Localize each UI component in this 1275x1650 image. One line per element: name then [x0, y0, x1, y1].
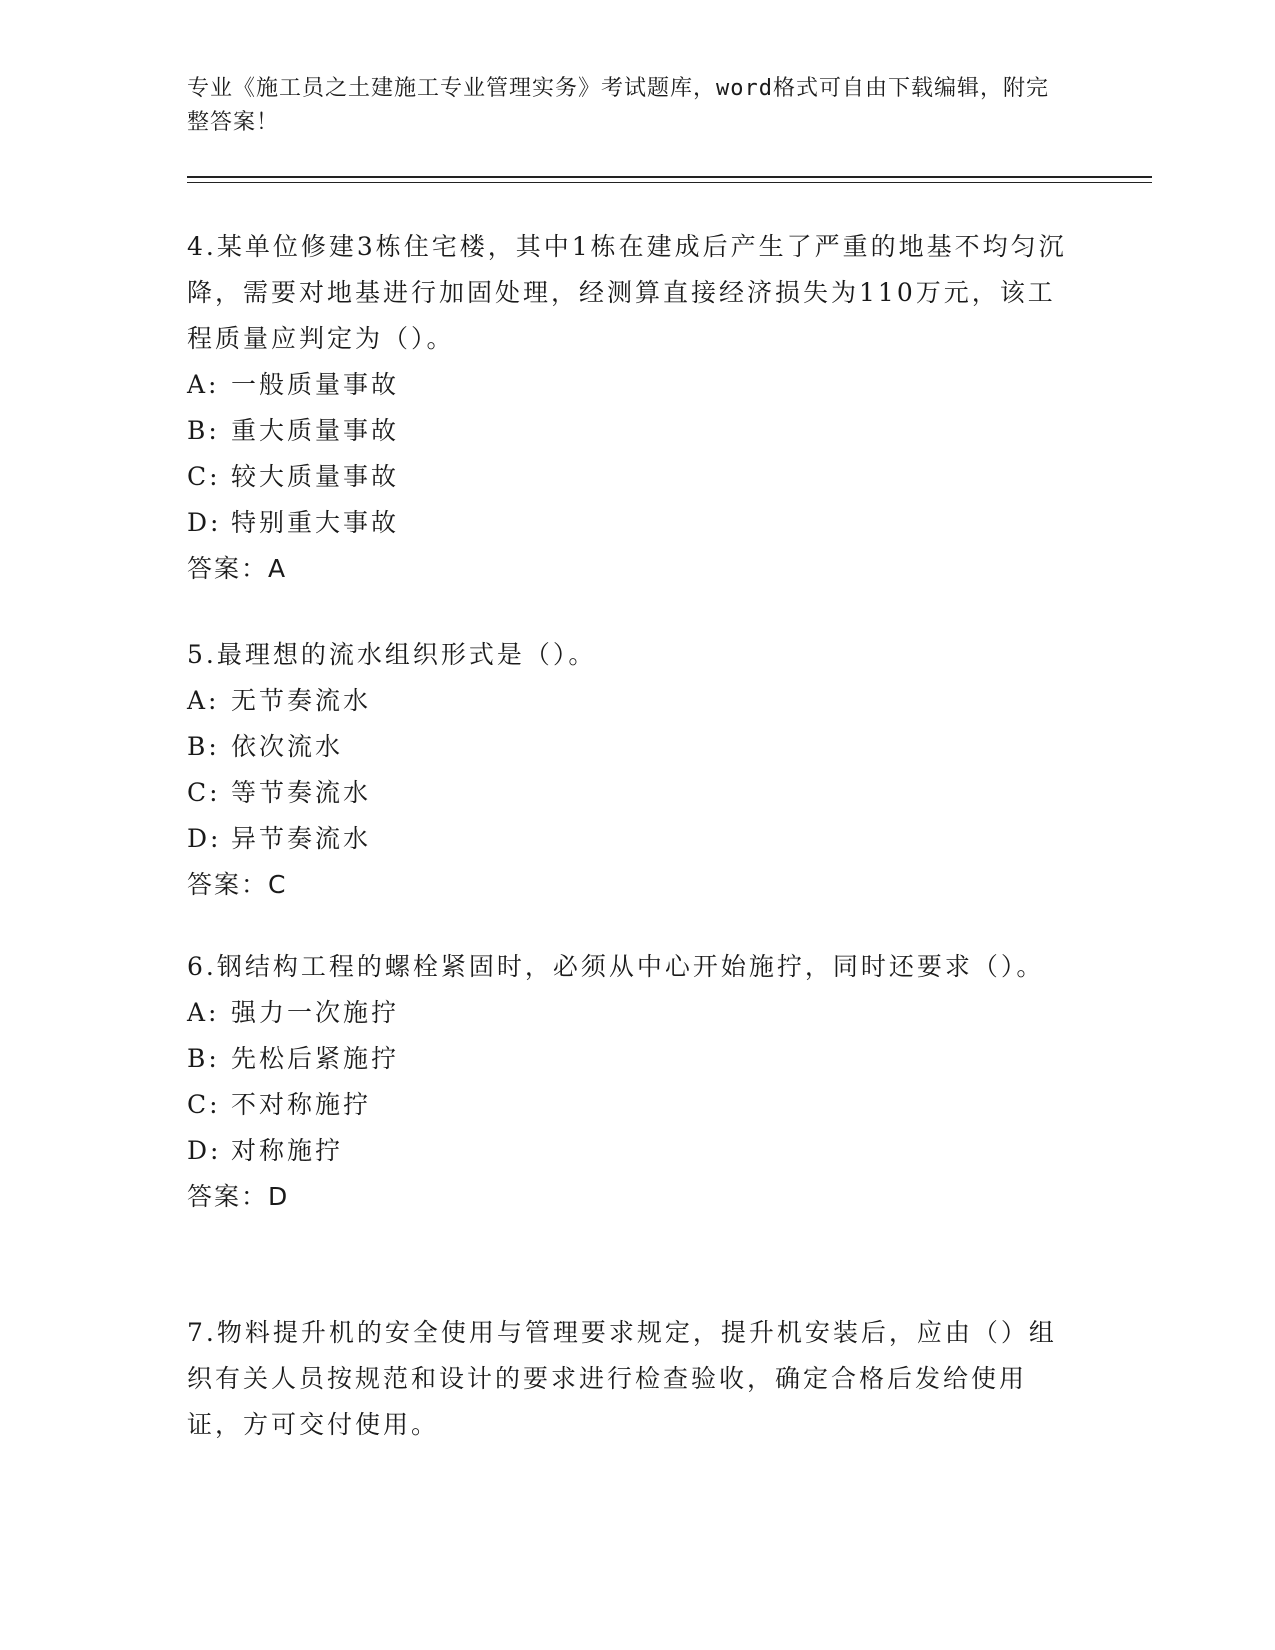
option-c — [187, 1082, 1067, 1128]
option-text: 无节奏流水 — [231, 686, 372, 715]
option-key: B: — [187, 732, 220, 761]
option-d — [187, 1128, 1067, 1174]
option-text: 不对称施拧 — [231, 1090, 372, 1119]
option-key: D: — [187, 824, 222, 853]
option-key: A: — [187, 686, 220, 715]
option-text: 对称施拧 — [231, 1136, 344, 1165]
option-c — [187, 770, 1067, 816]
document-header-text: 专业《施工员之土建施工专业管理实务》考试题库，word格式可自由下载编辑，附完整答案！ — [187, 76, 1049, 135]
option-key: D: — [187, 1136, 222, 1165]
option-text: 重大质量事故 — [231, 416, 400, 445]
option-key: C: — [187, 462, 221, 491]
option-text: 先松后紧施拧 — [231, 1044, 400, 1073]
answer-line: 答案：A — [187, 554, 288, 583]
option-text: 一般质量事故 — [231, 370, 400, 399]
option-text: 依次流水 — [231, 732, 344, 761]
option-c — [187, 454, 1067, 500]
header-rule-thick — [187, 176, 1152, 178]
option-key: C: — [187, 1090, 221, 1119]
option-a — [187, 990, 1067, 1036]
answer-line: 答案：C — [187, 870, 288, 899]
question-stem: 4.某单位修建3栋住宅楼，其中1栋在建成后产生了严重的地基不均匀沉降，需要对地基进行加固处理，经测算直接经济损失为110万元，该工程质量应判定为（）。 — [187, 232, 1067, 353]
option-a — [187, 678, 1067, 724]
option-key: A: — [187, 370, 220, 399]
option-text: 强力一次施拧 — [231, 998, 400, 1027]
question-6 — [187, 944, 1067, 1220]
question-5 — [187, 632, 1067, 908]
option-d — [187, 500, 1067, 546]
option-a — [187, 362, 1067, 408]
option-d — [187, 816, 1067, 862]
option-key: B: — [187, 1044, 220, 1073]
question-stem: 7.物料提升机的安全使用与管理要求规定，提升机安装后，应由（）组织有关人员按规范和设计的要求进行检查验收，确定合格后发给使用证，方可交付使用。 — [187, 1318, 1057, 1439]
question-4 — [187, 224, 1067, 592]
option-key: A: — [187, 998, 220, 1027]
option-b — [187, 1036, 1067, 1082]
option-text: 异节奏流水 — [231, 824, 372, 853]
question-stem: 5.最理想的流水组织形式是（）。 — [187, 640, 597, 669]
header-rule-thin — [187, 182, 1152, 183]
option-key: C: — [187, 778, 221, 807]
option-key: B: — [187, 416, 220, 445]
option-text: 较大质量事故 — [231, 462, 400, 491]
option-b — [187, 724, 1067, 770]
option-b — [187, 408, 1067, 454]
question-7 — [187, 1310, 1067, 1448]
option-text: 等节奏流水 — [231, 778, 372, 807]
question-stem: 6.钢结构工程的螺栓紧固时，必须从中心开始施拧，同时还要求（）。 — [187, 952, 1045, 981]
option-key: D: — [187, 508, 222, 537]
option-text: 特别重大事故 — [231, 508, 400, 537]
answer-line: 答案：D — [187, 1182, 290, 1211]
